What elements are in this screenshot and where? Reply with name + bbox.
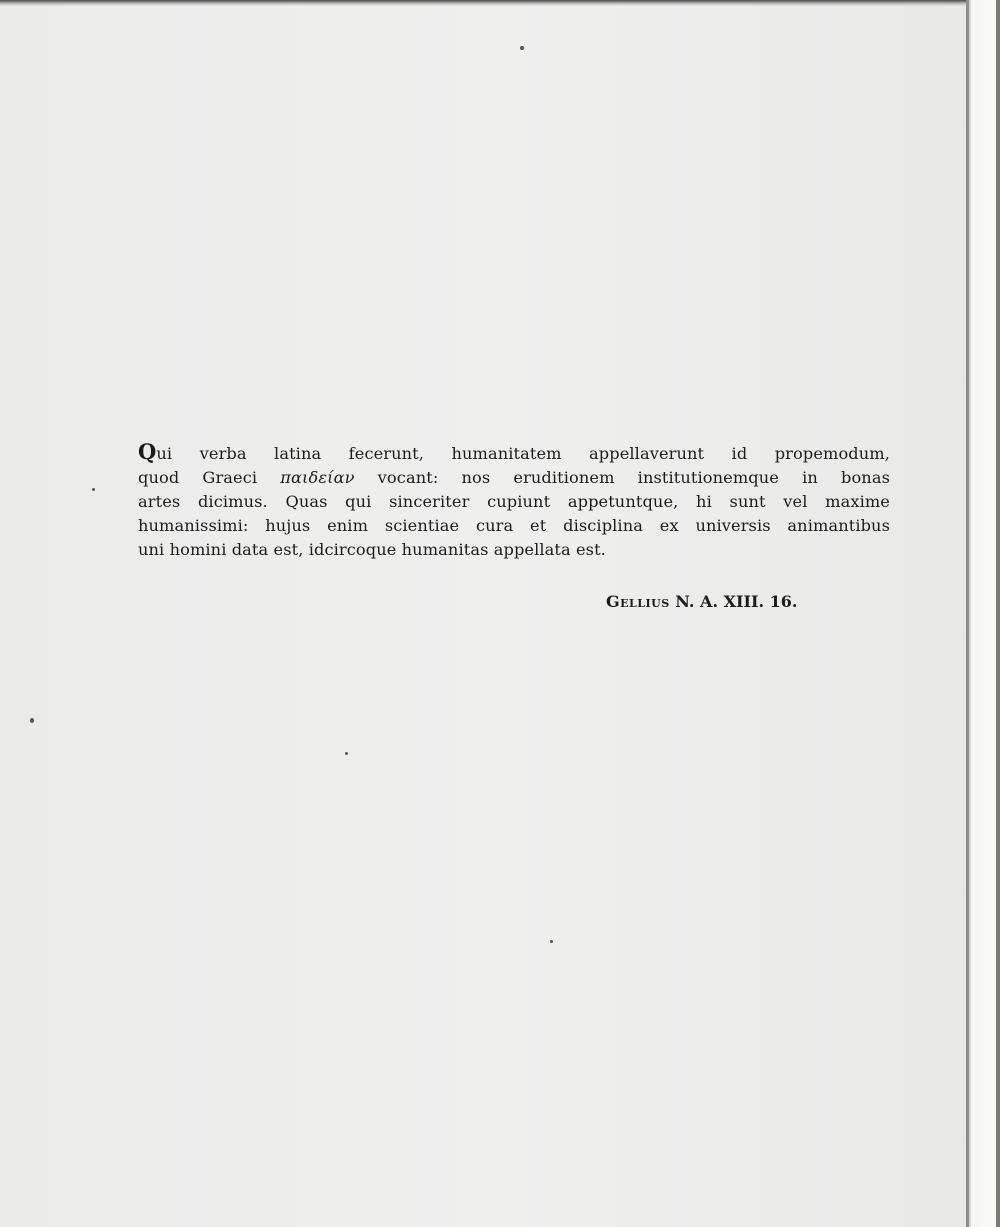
- ink-speck: [520, 46, 524, 50]
- page-right-edge: [996, 0, 1000, 1227]
- epigraph-paragraph: [138, 440, 890, 562]
- ink-speck: [550, 940, 553, 943]
- epigraph-citation: [606, 592, 797, 611]
- epigraph-line-1: [138, 440, 890, 466]
- epigraph-line-3: artes dicimus. Quas qui sinceriter cupiunt appetuntque, hi sunt vel maxime: [138, 492, 890, 511]
- ink-speck: [345, 752, 348, 755]
- epigraph-line-1-text: ui verba latina fecerunt, humanitatem appellaverunt id propemodum,: [156, 444, 890, 463]
- citation-reference: N. A. XIII. 16.: [675, 592, 798, 611]
- citation-author: Gellius: [606, 592, 670, 611]
- epigraph-line-2: [138, 466, 890, 490]
- greek-word: παιδείαν: [280, 468, 355, 487]
- epigraph-line-4: humanissimi: hujus enim scientiae cura et disciplina ex universis animantibus: [138, 516, 890, 535]
- ink-speck: [92, 488, 95, 491]
- ink-speck: [30, 718, 34, 723]
- epigraph-line-2-post: vocant: nos eruditionem institutionemque in bonas: [354, 468, 890, 487]
- epigraph-line-2-pre: quod Graeci: [138, 468, 281, 487]
- epigraph-line-5: uni homini data est, idcircoque humanitas appellata est.: [138, 540, 606, 559]
- epigraph-initial: Q: [138, 439, 157, 464]
- page-top-edge: [0, 0, 1000, 6]
